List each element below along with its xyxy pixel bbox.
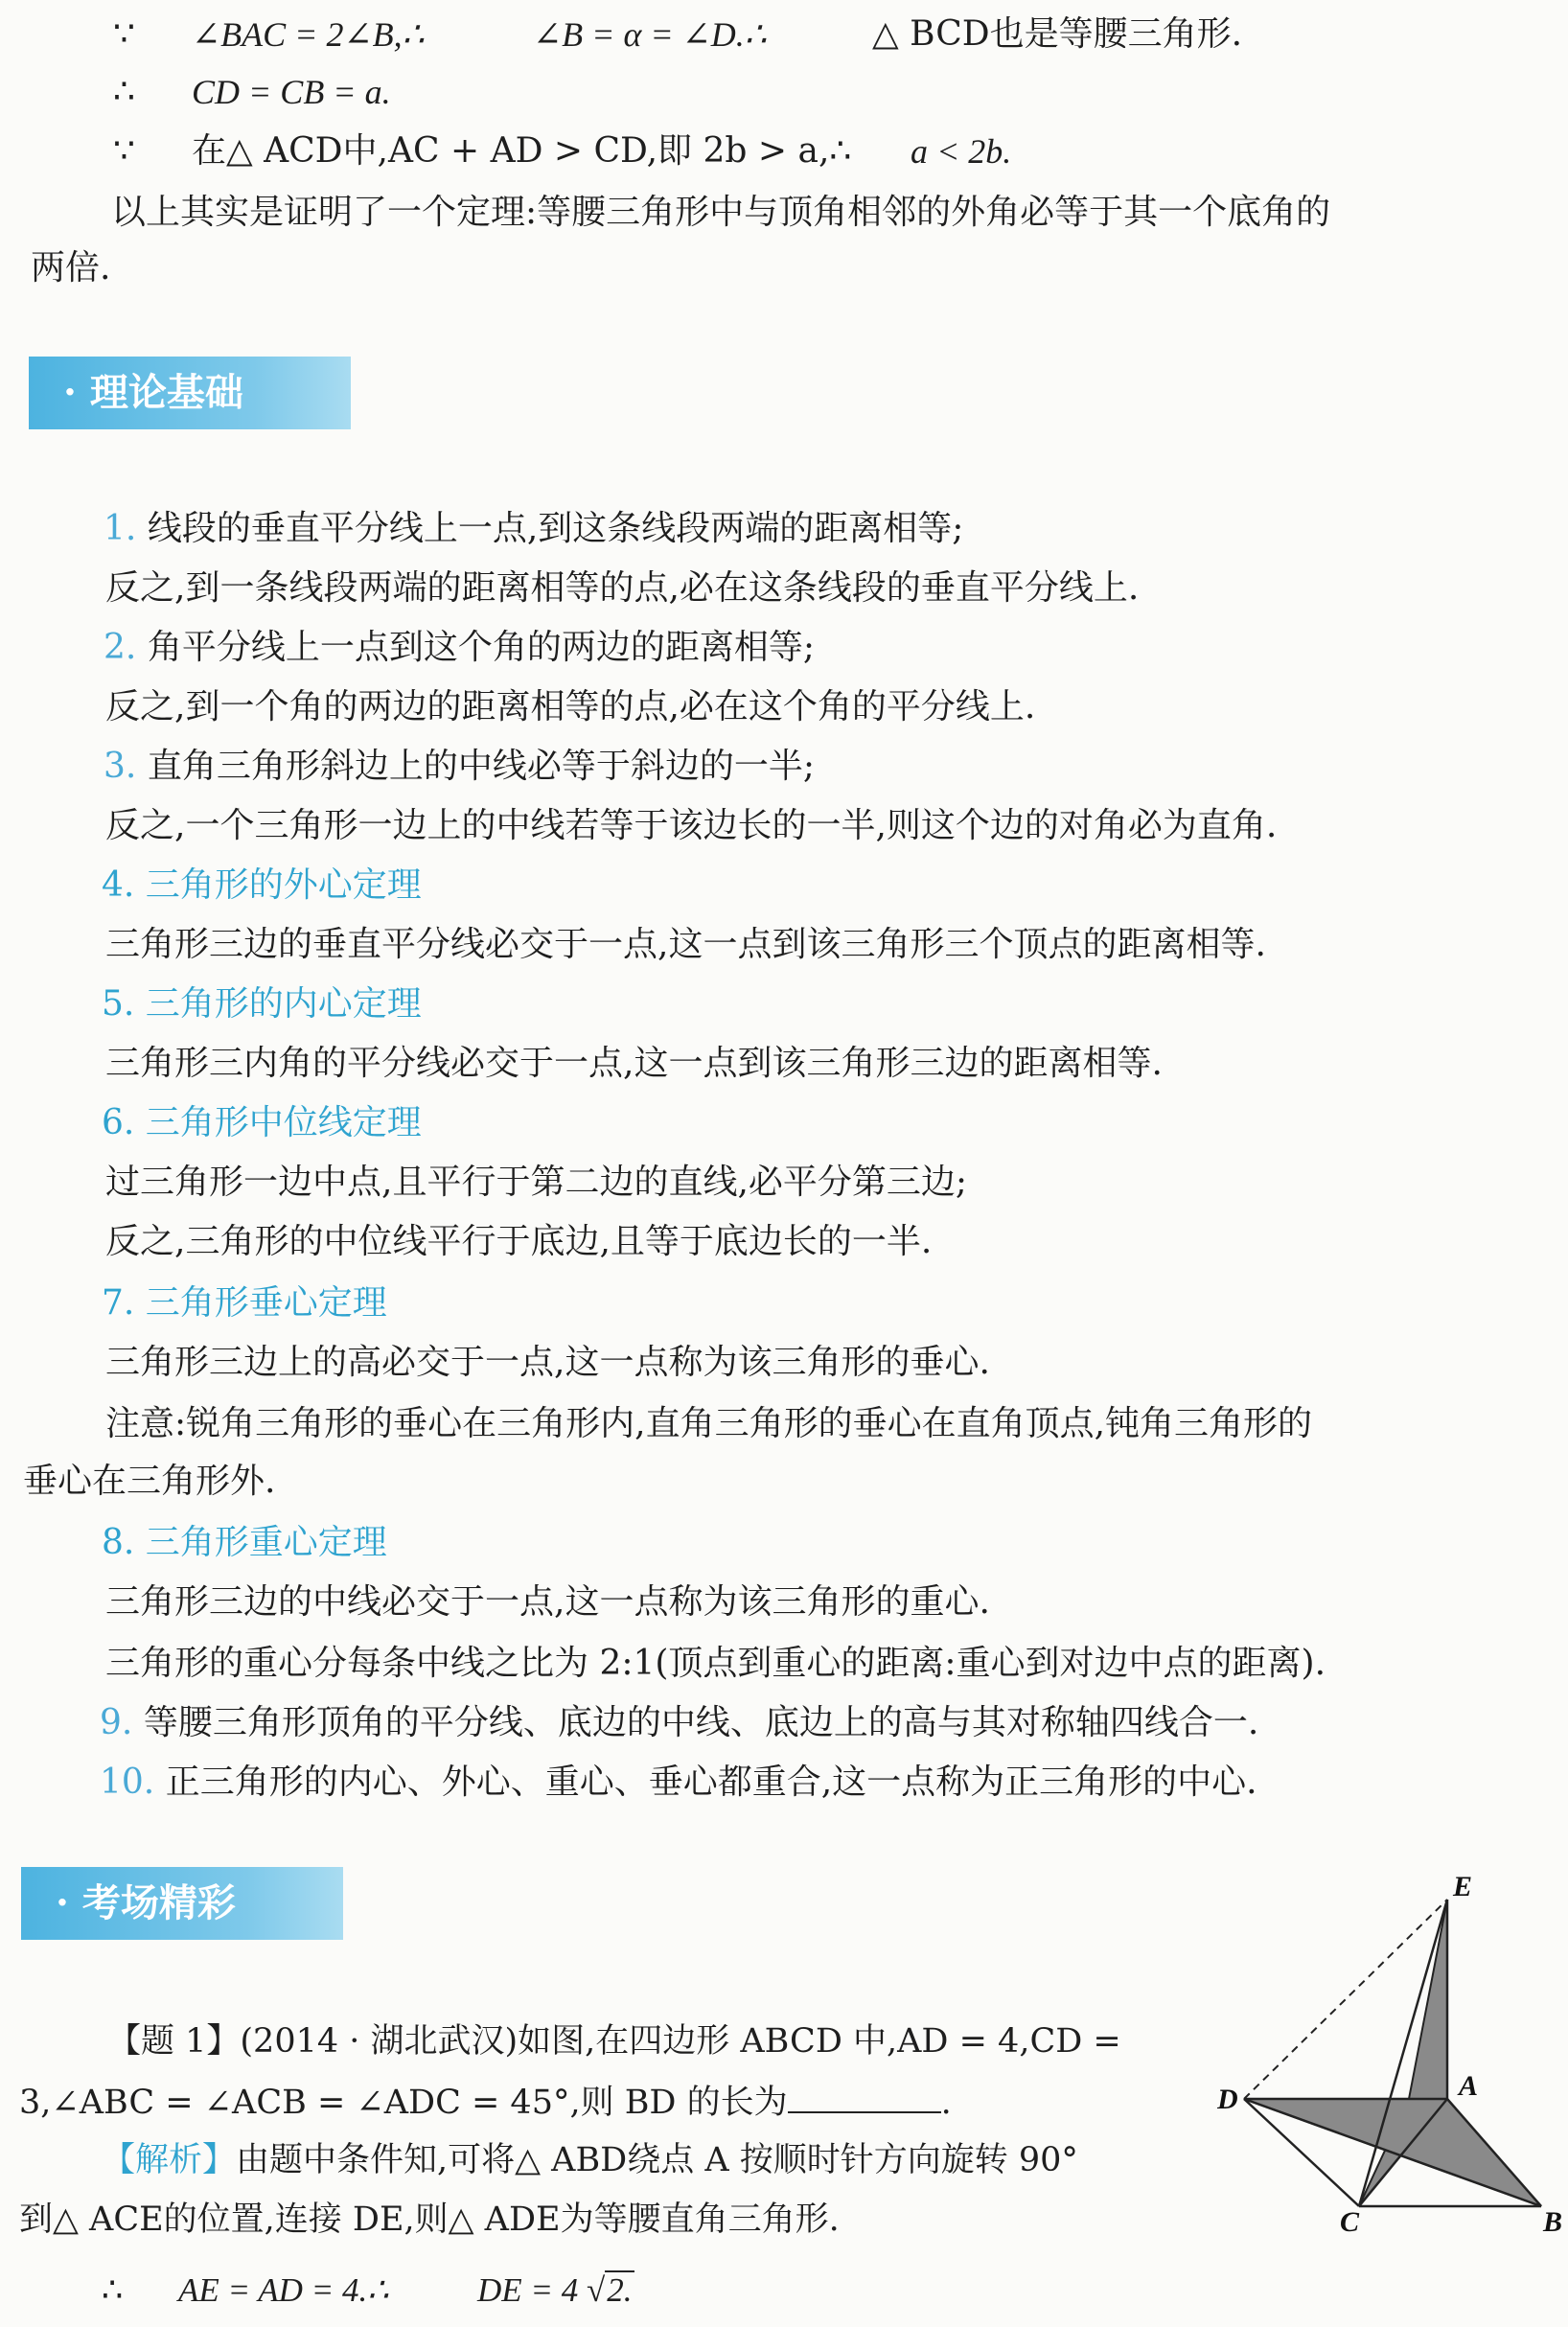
list-item: 三角形三边的中线必交于一点,这一点称为该三角形的重心. <box>105 1582 990 1622</box>
list-item: 反之,三角形的中位线平行于底边,且等于底边长的一半. <box>105 1222 933 1261</box>
because-symbol: ∵ <box>113 14 135 54</box>
math-expr: 在△ ACD中,AC + AD > CD,即 2b > a,∴ <box>192 131 852 171</box>
label-d: D <box>1217 2084 1238 2115</box>
list-item: 1. 线段的垂直平分线上一点,到这条线段两端的距离相等; <box>104 509 964 548</box>
math-expr: CD = CB = a. <box>192 73 391 111</box>
problem-line-1: 【题 1】(2014 · 湖北武汉)如图,在四边形 ABCD 中,AD = 4,CD = <box>107 2022 1121 2061</box>
list-item: 垂心在三角形外. <box>23 1462 276 1501</box>
theorem-heading: 4. 三角形的外心定理 <box>102 865 422 905</box>
list-item: 注意:锐角三角形的垂心在三角形内,直角三角形的垂心在直角顶点,钝角三角形的 <box>105 1404 1313 1443</box>
because-symbol: ∵ <box>113 131 135 171</box>
answer-blank <box>788 2079 941 2113</box>
problem-line-2: 3,∠ABC = ∠ACB = ∠ADC = 45°,则 BD 的长为 . <box>19 2078 952 2128</box>
list-item: 三角形三边的垂直平分线必交于一点,这一点到该三角形三个顶点的距离相等. <box>105 925 1266 964</box>
list-item: 9. 等腰三角形顶角的平分线、底边的中线、底边上的高与其对称轴四线合一. <box>100 1703 1259 1742</box>
list-item: 过三角形一边中点,且平行于第二边的直线,必平分第三边; <box>105 1163 968 1202</box>
solution-line-2: 到△ ACE的位置,连接 DE,则△ ADE为等腰直角三角形. <box>19 2200 840 2239</box>
label-e: E <box>1453 1871 1473 1902</box>
list-item: 反之,到一个角的两边的距离相等的点,必在这个角的平分线上. <box>105 687 1036 726</box>
list-item: 三角形的重心分每条中线之比为 2:1(顶点到重心的距离:重心到对边中点的距离). <box>105 1644 1326 1683</box>
math-expr: ∠BAC = 2∠B,∴ <box>192 15 425 54</box>
theorem-statement-end: 两倍. <box>31 248 111 288</box>
theorem-heading: 6. 三角形中位线定理 <box>102 1103 422 1142</box>
solution-line-1: 【解析】由题中条件知,可将△ ABD绕点 A 按顺时针方向旋转 90° <box>102 2141 1078 2179</box>
label-c: C <box>1340 2206 1360 2233</box>
section-banner-theory: · 理论基础 <box>29 357 351 429</box>
section-banner-exam: · 考场精彩 <box>21 1867 343 1940</box>
math-expr: △ BCD也是等腰三角形. <box>872 14 1243 54</box>
geometry-figure <box>1217 1869 1568 2233</box>
list-item: 2. 角平分线上一点到这个角的两边的距离相等; <box>104 628 815 667</box>
math-expr: a < 2b. <box>911 132 1012 171</box>
analysis-tag: 【解析】 <box>102 2141 237 2179</box>
theorem-heading: 5. 三角形的内心定理 <box>102 984 422 1024</box>
theorem-statement: 以上其实是证明了一个定理:等腰三角形中与顶角相邻的外角必等于其一个底角的 <box>111 193 1331 232</box>
theorem-heading: 7. 三角形垂心定理 <box>102 1283 387 1323</box>
therefore-symbol: ∴ <box>113 72 135 111</box>
list-item: 10. 正三角形的内心、外心、重心、垂心都重合,这一点称为正三角形的中心. <box>100 1763 1257 1802</box>
list-item: 反之,一个三角形一边上的中线若等于该边长的一半,则这个边的对角必为直角. <box>105 806 1278 845</box>
list-item: 3. 直角三角形斜边上的中线必等于斜边的一半; <box>104 747 815 786</box>
math-expr: ∠B = α = ∠D.∴ <box>533 15 767 54</box>
list-item: 反之,到一条线段两端的距离相等的点,必在这条线段的垂直平分线上. <box>105 568 1140 608</box>
label-b: B <box>1543 2206 1563 2233</box>
list-item: 三角形三边上的高必交于一点,这一点称为该三角形的垂心. <box>105 1343 990 1382</box>
list-item: 三角形三内角的平分线必交于一点,这一点到该三角形三边的距离相等. <box>105 1044 1163 1083</box>
theorem-heading: 8. 三角形重心定理 <box>102 1523 387 1562</box>
label-a: A <box>1459 2070 1479 2102</box>
